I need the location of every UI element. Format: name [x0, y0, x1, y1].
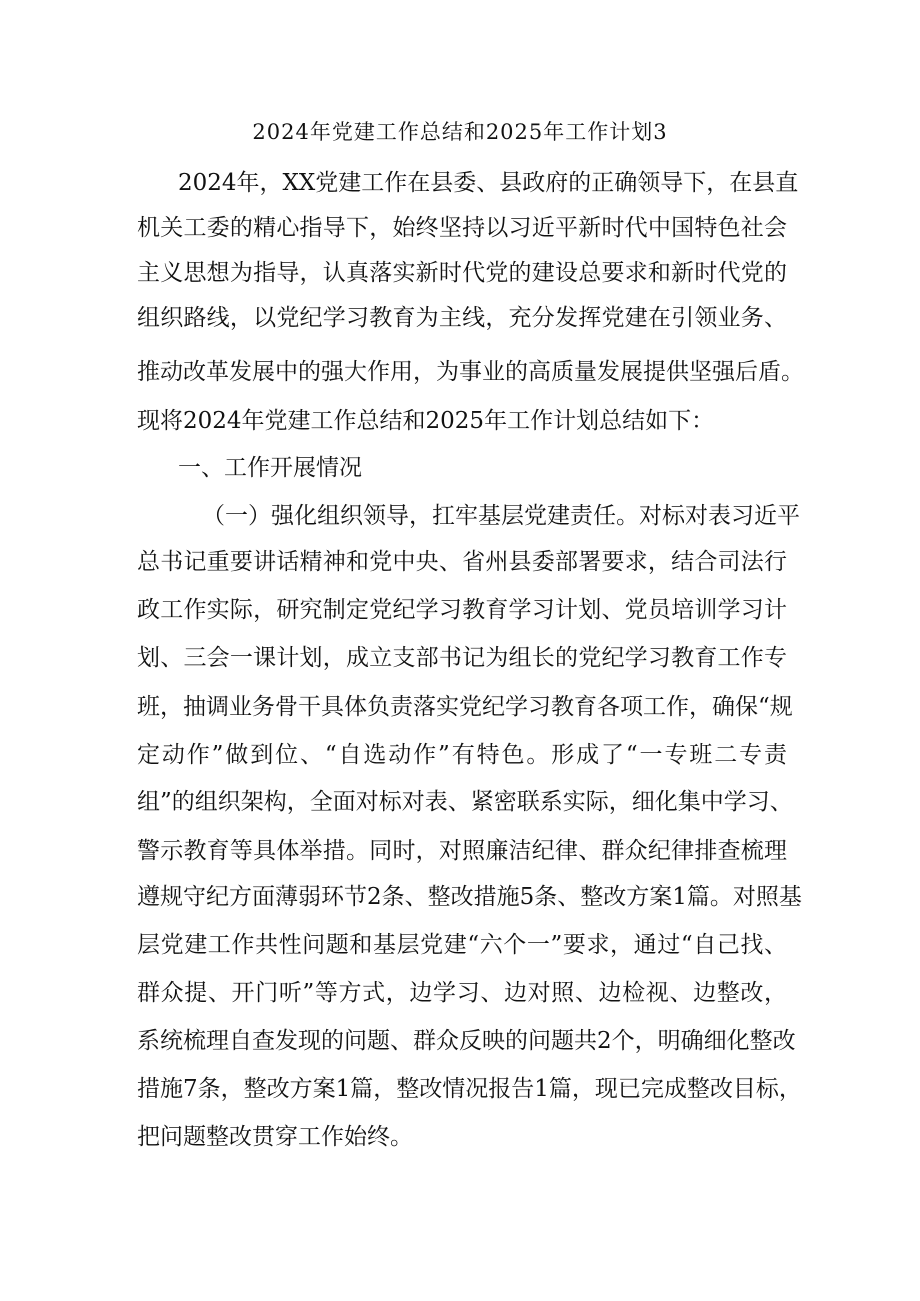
body-line-13: 措施7条，整改方案1篇，整改情况报告1篇，现已完成整改目标，	[137, 1076, 802, 1102]
body-line-2: 总书记重要讲话精神和党中央、省州县委部署要求，结合司法行	[137, 549, 787, 575]
intro-line-1: 2024年，XX党建工作在县委、县政府的正确领导下，在县直	[178, 170, 799, 196]
body-line-12: 系统梳理自查发现的问题、群众反映的问题共2个，明确细化整改	[137, 1028, 796, 1054]
intro-line-2: 机关工委的精心指导下，始终坚持以习近平新时代中国特色社会	[137, 215, 787, 241]
body-line-4: 划、三会一课计划，成立支部书记为组长的党纪学习教育工作专	[137, 645, 787, 671]
body-line-11: 群众提、开门听”等方式，边学习、边对照、边检视、边整改，	[137, 980, 787, 1006]
document-title: 2024年党建工作总结和2025年工作计划3	[252, 120, 668, 144]
body-line-10: 层党建工作共性问题和基层党建“六个一”要求，通过“自己找、	[137, 932, 787, 958]
section-heading: 一、工作开展情况	[178, 455, 362, 481]
body-line-3: 政工作实际，研究制定党纪学习教育学习计划、党员培训学习计	[137, 597, 787, 623]
body-line-5: 班，抽调业务骨干具体负责落实党纪学习教育各项工作，确保“规	[137, 694, 793, 720]
body-line-1: （一）强化组织领导，扛牢基层党建责任。对标对表习近平	[202, 503, 800, 529]
body-line-9: 遵规守纪方面薄弱环节2条、整改措施5条、整改方案1篇。对照基	[137, 884, 802, 910]
body-line-8: 警示教育等具体举措。同时，对照廉洁纪律、群众纪律排查梳理	[137, 838, 787, 864]
intro-line-4: 组织路线，以党纪学习教育为主线，充分发挥党建在引领业务、	[137, 305, 787, 331]
body-line-14: 把问题整改贯穿工作始终。	[137, 1124, 413, 1150]
intro-line-3: 主义思想为指导，认真落实新时代党的建设总要求和新时代党的	[137, 260, 787, 286]
body-line-7: 组”的组织架构，全面对标对表、紧密联系实际，细化集中学习、	[137, 789, 793, 815]
body-line-6: 定动作”做到位、“自选动作”有特色。形成了“一专班二专责	[137, 742, 787, 768]
intro-line-5: 推动改革发展中的强大作用，为事业的高质量发展提供坚强后盾。	[137, 359, 804, 385]
intro-line-6: 现将2024年党建工作总结和2025年工作计划总结如下：	[137, 408, 715, 434]
